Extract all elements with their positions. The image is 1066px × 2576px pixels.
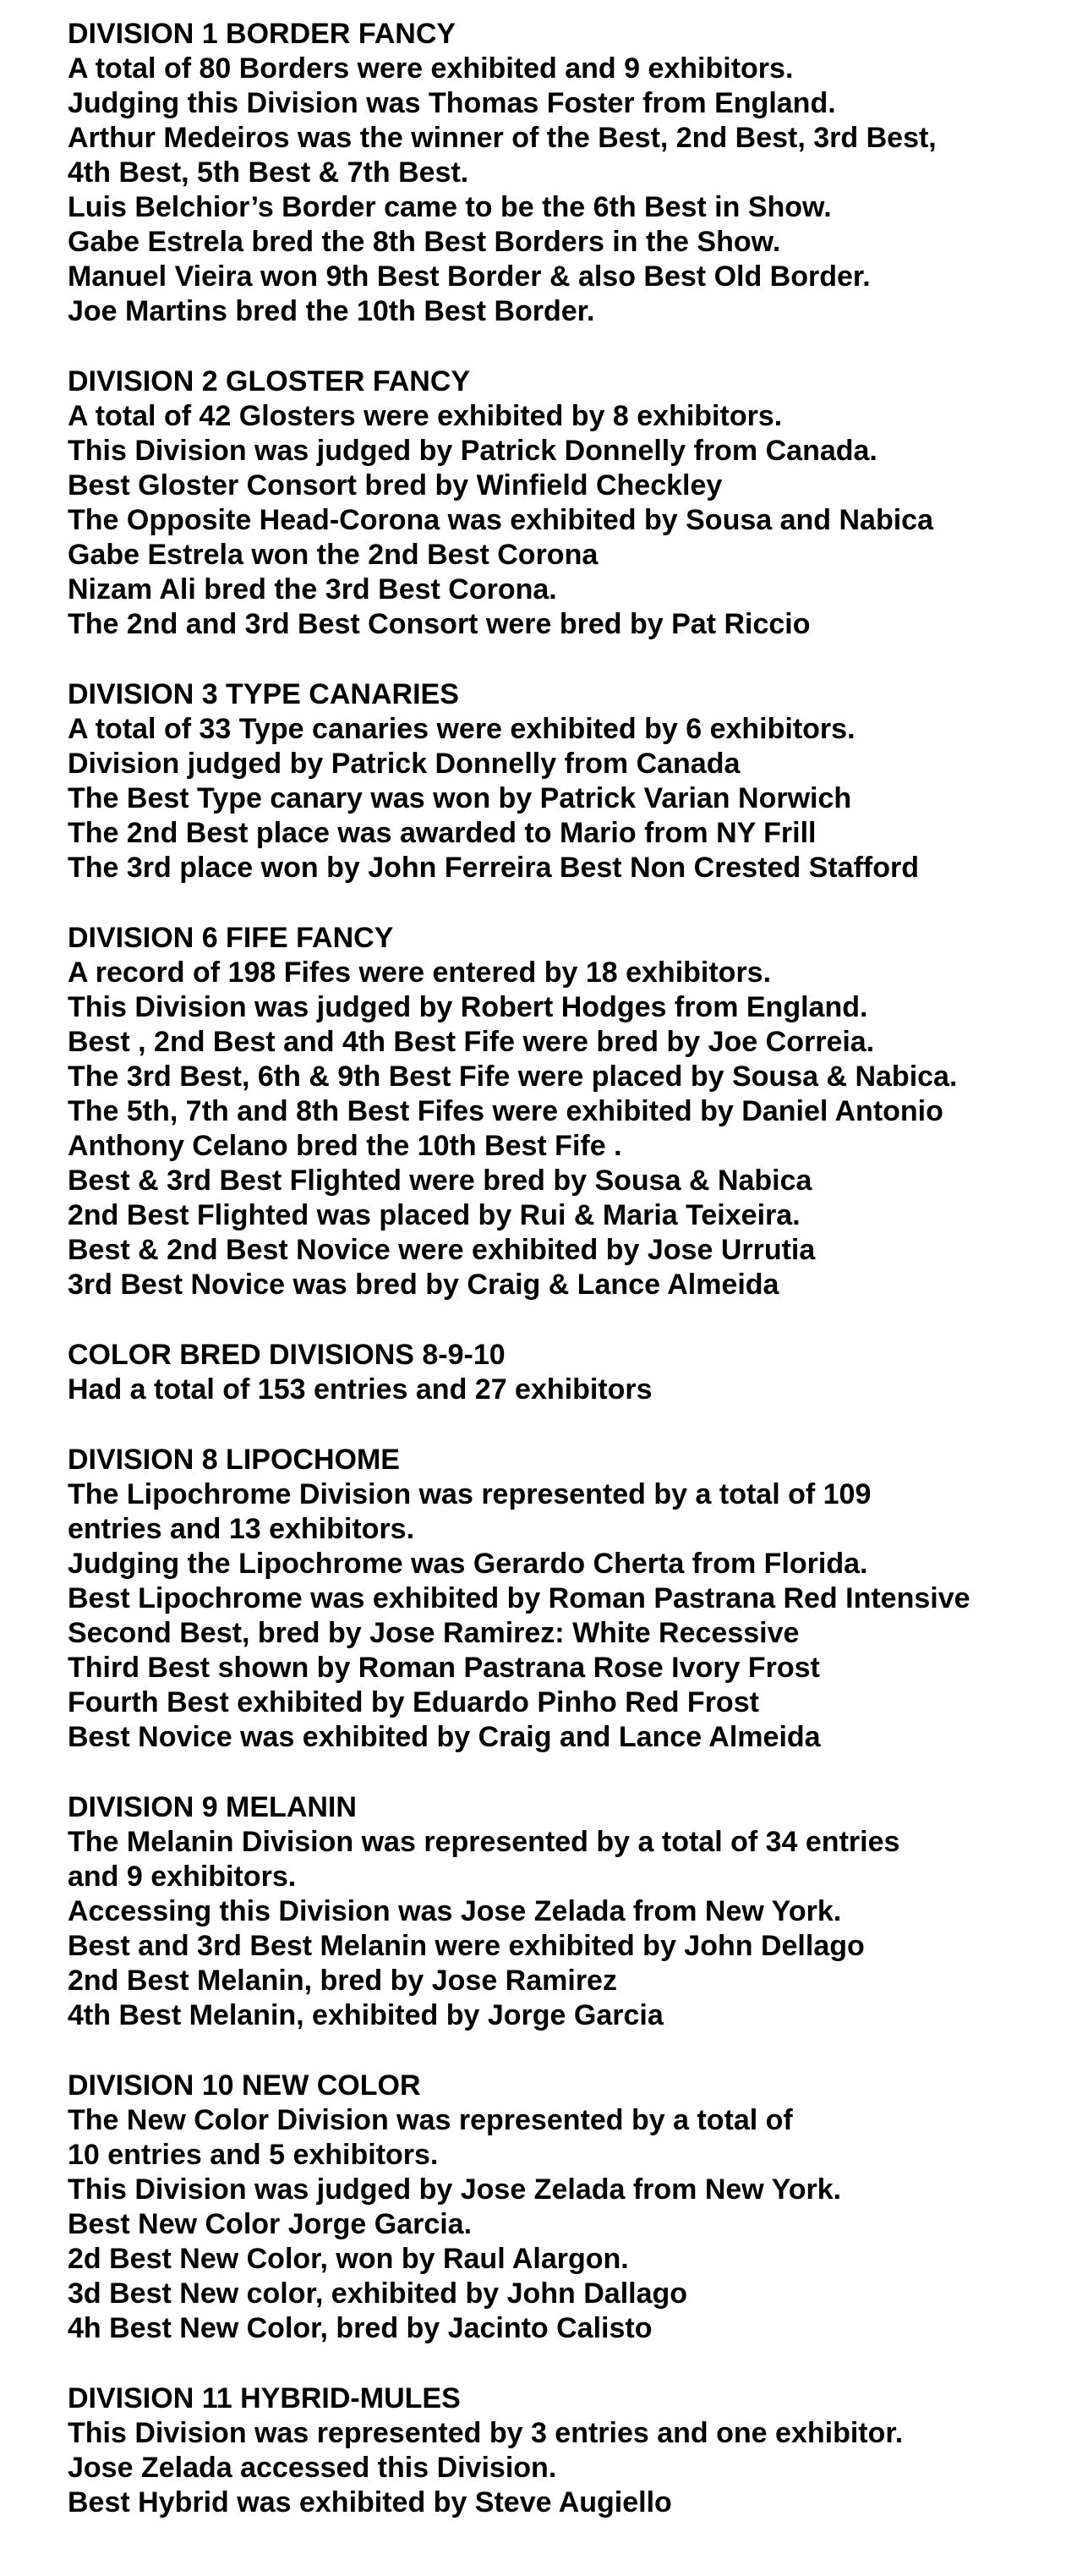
section-line: Luis Belchior’s Border came to be the 6th Best in Show. [68, 191, 832, 223]
section-line: This Division was judged by Robert Hodges from England. [68, 991, 868, 1023]
section-line: Second Best, bred by Jose Ramirez: White Recessive [68, 1617, 800, 1649]
section-line: Gabe Estrela bred the 8th Best Borders in the Show. [68, 226, 781, 258]
section-line: entries and 13 exhibitors. [68, 1513, 415, 1545]
section-line: The Best Type canary was won by Patrick Varian Norwich [68, 782, 852, 814]
section-line: A total of 80 Borders were exhibited and 9 exhibitors. [68, 52, 794, 85]
section-line: This Division was judged by Jose Zelada from New York. [68, 2173, 842, 2206]
section-line: Third Best shown by Roman Pastrana Rose Ivory Frost [68, 1652, 820, 1684]
section-line: Accessing this Division was Jose Zelada from New York. [68, 1895, 842, 1927]
section-line: Best New Color Jorge Garcia. [68, 2208, 473, 2240]
section-line: The 2nd Best place was awarded to Mario from NY Frill [68, 817, 817, 849]
section-heading: DIVISION 9 MELANIN [68, 1791, 357, 1823]
section-line: The New Color Division was represented by a total of [68, 2104, 793, 2136]
section-line: A record of 198 Fifes were entered by 18 exhibitors. [68, 956, 772, 989]
section-line: Best Novice was exhibited by Craig and Lance Almeida [68, 1721, 821, 1753]
section-heading: DIVISION 10 NEW COLOR [68, 2069, 421, 2102]
section-heading: DIVISION 3 TYPE CANARIES [68, 678, 459, 710]
section-line: 2nd Best Flighted was placed by Rui & Maria Teixeira. [68, 1199, 801, 1231]
section-line: Judging this Division was Thomas Foster from England. [68, 87, 836, 119]
section-line: Manuel Vieira won 9th Best Border & also Best Old Border. [68, 260, 871, 293]
section-line: 4th Best, 5th Best & 7th Best. [68, 156, 469, 189]
section-line: The Lipochrome Division was represented by a total of 109 [68, 1478, 872, 1510]
division-section [68, 1338, 1066, 1407]
section-line: Fourth Best exhibited by Eduardo Pinho Red Frost [68, 1686, 759, 1718]
section-heading: DIVISION 6 FIFE FANCY [68, 922, 394, 954]
section-heading: DIVISION 11 HYBRID-MULES [68, 2382, 461, 2414]
division-section [68, 2381, 1066, 2520]
section-line: Nizam Ali bred the 3rd Best Corona. [68, 573, 557, 606]
section-line: The Opposite Head-Corona was exhibited by Sousa and Nabica [68, 504, 933, 536]
section-line: Best & 3rd Best Flighted were bred by Sousa & Nabica [68, 1165, 812, 1197]
division-section [68, 364, 1066, 642]
section-line: Division judged by Patrick Donnelly from Canada [68, 748, 741, 780]
section-line: 4th Best Melanin, exhibited by Jorge Garcia [68, 1999, 664, 2031]
section-line: 10 entries and 5 exhibitors. [68, 2139, 439, 2171]
section-line: 4h Best New Color, bred by Jacinto Calisto [68, 2312, 653, 2344]
section-line: Best , 2nd Best and 4th Best Fife were bred by Joe Correia. [68, 1026, 875, 1058]
section-line: Joe Martins bred the 10th Best Border. [68, 295, 595, 327]
section-line: Anthony Celano bred the 10th Best Fife . [68, 1130, 622, 1162]
section-heading: DIVISION 8 LIPOCHOME [68, 1444, 400, 1476]
section-line: Best & 2nd Best Novice were exhibited by Jose Urrutia [68, 1234, 816, 1266]
section-line: 3rd Best Novice was bred by Craig & Lance Almeida [68, 1269, 779, 1301]
division-section [68, 2069, 1066, 2346]
section-line: This Division was judged by Patrick Donnelly from Canada. [68, 435, 877, 467]
division-section [68, 17, 1066, 329]
section-line: Best and 3rd Best Melanin were exhibited by John Dellago [68, 1930, 865, 1962]
section-line: Jose Zelada accessed this Division. [68, 2452, 557, 2484]
section-line: Arthur Medeiros was the winner of the Best, 2nd Best, 3rd Best, [68, 122, 937, 154]
section-line: 2d Best New Color, won by Raul Alargon. [68, 2243, 629, 2275]
section-line: Judging the Lipochrome was Gerardo Cherta from Florida. [68, 1548, 868, 1580]
section-line: The 2nd and 3rd Best Consort were bred by Pat Riccio [68, 608, 811, 640]
section-line: The Melanin Division was represented by a total of 34 entries [68, 1826, 900, 1858]
section-line: This Division was represented by 3 entries and one exhibitor. [68, 2417, 904, 2449]
section-line: The 3rd Best, 6th & 9th Best Fife were placed by Sousa & Nabica. [68, 1061, 958, 1093]
document-page [68, 17, 1066, 2556]
division-section [68, 1790, 1066, 2033]
section-line: A total of 42 Glosters were exhibited by 8 exhibitors. [68, 400, 783, 432]
section-line: Best Gloster Consort bred by Winfield Checkley [68, 469, 723, 501]
section-heading: DIVISION 1 BORDER FANCY [68, 18, 456, 50]
section-line: and 9 exhibitors. [68, 1861, 297, 1893]
division-section [68, 921, 1066, 1302]
section-line: 2nd Best Melanin, bred by Jose Ramirez [68, 1965, 617, 1997]
section-line: Had a total of 153 entries and 27 exhibitors [68, 1373, 653, 1406]
section-line: 3d Best New color, exhibited by John Dallago [68, 2277, 688, 2310]
division-section [68, 677, 1066, 885]
section-line: The 5th, 7th and 8th Best Fifes were exhibited by Daniel Antonio [68, 1095, 943, 1127]
section-line: Gabe Estrela won the 2nd Best Corona [68, 539, 599, 571]
section-heading: COLOR BRED DIVISIONS 8-9-10 [68, 1339, 506, 1371]
section-line: Best Hybrid was exhibited by Steve Augiello [68, 2486, 672, 2518]
division-section [68, 1443, 1066, 1755]
section-line: Best Lipochrome was exhibited by Roman Pastrana Red Intensive [68, 1582, 970, 1614]
section-line: A total of 33 Type canaries were exhibited by 6 exhibitors. [68, 713, 856, 745]
section-heading: DIVISION 2 GLOSTER FANCY [68, 365, 471, 397]
section-line: The 3rd place won by John Ferreira Best Non Crested Stafford [68, 852, 919, 884]
